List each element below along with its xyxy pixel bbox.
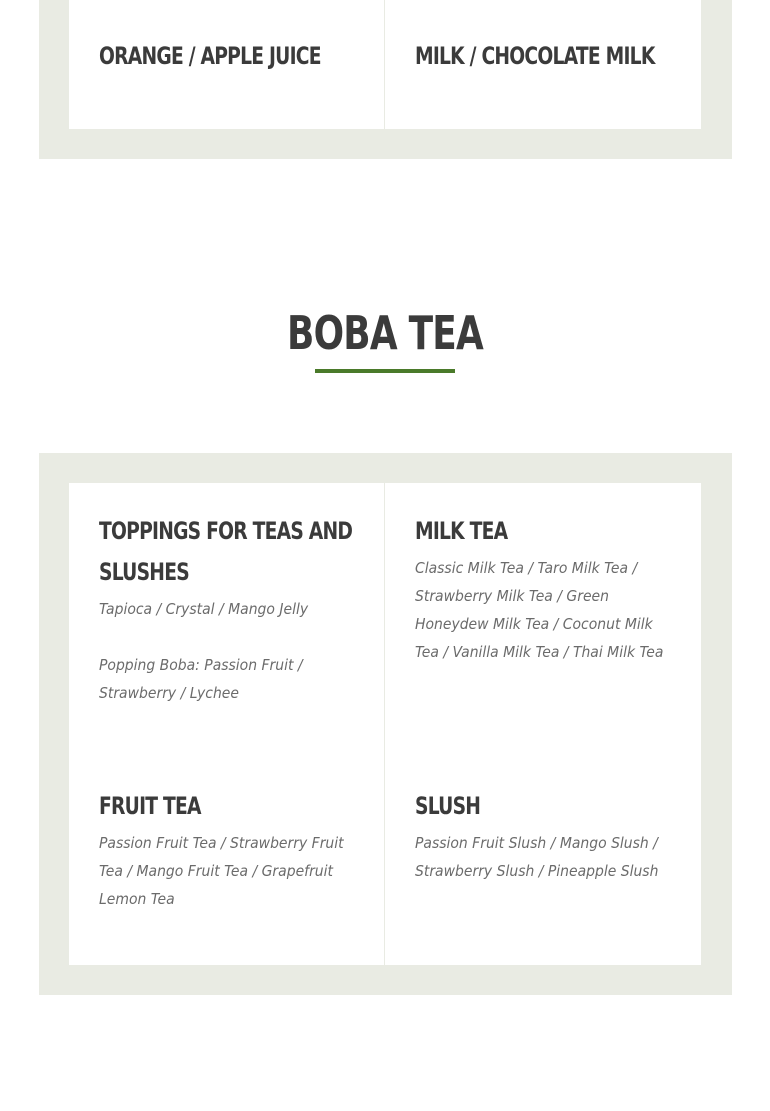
section-title-boba-tea: BOBA TEA (287, 306, 483, 360)
column-divider (384, 0, 385, 129)
menu-item-description: Classic Milk Tea / Taro Milk Tea / Strawberry Milk Tea / Green Honeydew Milk Tea / Coconut Milk Tea / Vanilla Milk Tea / Thai Milk Tea (415, 559, 664, 661)
menu-item-fruit-tea (99, 786, 354, 913)
menu-item-description: Passion Fruit Slush / Mango Slush / Strawberry Slush / Pineapple Slush (415, 834, 659, 880)
boba-tea-panel (39, 453, 732, 995)
column-divider (384, 483, 385, 965)
menu-item-title: FRUIT TEA (99, 792, 201, 820)
drinks-card (69, 0, 701, 129)
menu-item-title: TOPPINGS FOR TEAS AND SLUSHES (99, 517, 353, 586)
section-title-underline (315, 369, 455, 373)
menu-item-description: Popping Boba: Passion Fruit / Strawberry / Lychee (99, 656, 303, 702)
menu-item-title: MILK TEA (415, 517, 508, 545)
menu-item-description: Tapioca / Crystal / Mango Jelly (99, 600, 309, 618)
menu-item-slush (415, 786, 670, 885)
boba-tea-card (69, 483, 701, 965)
menu-item-milk-chocolate-milk (415, 36, 670, 77)
menu-item-description: Passion Fruit Tea / Strawberry Fruit Tea / Mango Fruit Tea / Grapefruit Lemon Tea (99, 834, 344, 908)
menu-item-orange-apple-juice (99, 36, 354, 77)
drinks-panel (39, 0, 732, 159)
menu-item-toppings (99, 511, 354, 707)
menu-item-title: SLUSH (415, 792, 481, 820)
menu-item-milk-tea (415, 511, 670, 666)
menu-item-title: MILK / CHOCOLATE MILK (415, 42, 655, 70)
menu-item-title: ORANGE / APPLE JUICE (99, 42, 321, 70)
